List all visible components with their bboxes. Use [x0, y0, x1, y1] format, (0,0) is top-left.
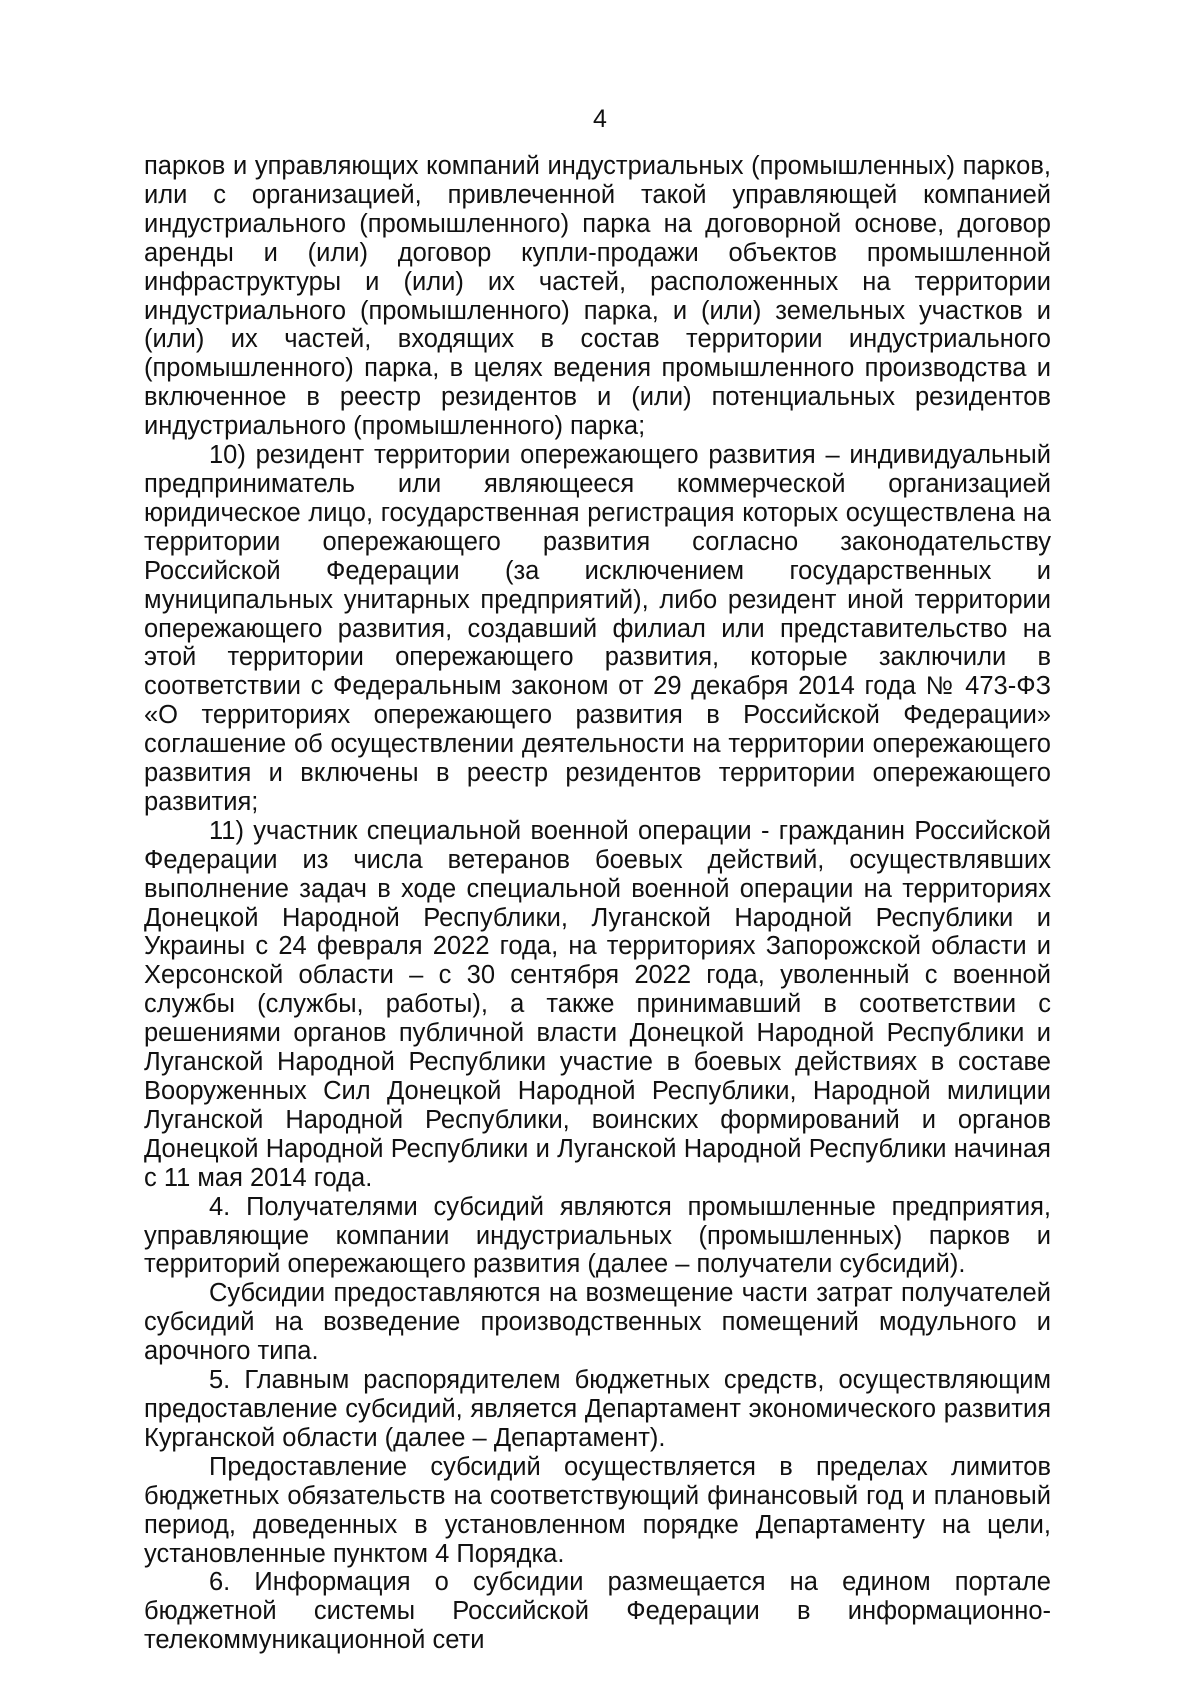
paragraph-continuation: парков и управляющих компаний индустриальных (промышленных) парков, или с организацией, привлеченной такой управляющей компанией индустриального (промышленного) парка на договорной основе, договор аренды и (или) договор купли-продажи объектов промышленной инфраструктуры и (или) их частей, расположенных на территории индустриального (промышленного) парка, и (или) земельных участков и (или) их частей, входящих в состав территории индустриального (промышленного) парка, в целях ведения промышленного производства и включенное в реестр резидентов и (или) потенциальных резидентов индустриального (промышленного) парка; [144, 152, 1051, 441]
paragraph-subsidies-limits: Предоставление субсидий осуществляется в пределах лимитов бюджетных обязательств на соответствующий финансовый год и плановый период, доведенных в установленном порядке Департаменту на цели, установленные пунктом 4 Порядка. [144, 1452, 1051, 1568]
paragraph-item-11: 11) участник специальной военной операции - гражданин Российской Федерации из числа ветеранов боевых действий, осуществлявших выполнение задач в ходе специальной военной операции на территориях Донецкой Народной Республики, Луганской Народной Республики и Украины с 24 февраля 2022 года, на территориях Запорожской области и Херсонской области – с 30 сентября 2022 года, уволенный с военной службы (службы, работы), а также принимавший в соответствии с решениями органов публичной власти Донецкой Народной Республики и Луганской Народной Республики участие в боевых действиях в составе Вооруженных Сил Донецкой Народной Республики, Народной милиции Луганской Народной Республики, воинских формирований и органов Донецкой Народной Республики и Луганской Народной Республики начиная с 11 мая 2014 года. [144, 816, 1051, 1192]
paragraph-section-6: 6. Информация о субсидии размещается на едином портале бюджетной системы Российской Федерации в информационно-телекоммуникационной сети [144, 1568, 1051, 1655]
paragraph-subsidies-purpose: Субсидии предоставляются на возмещение части затрат получателей субсидий на возведение производственных помещений модульного и арочного типа. [144, 1279, 1051, 1366]
page-number: 4 [593, 105, 607, 133]
paragraph-section-4: 4. Получателями субсидий являются промышленные предприятия, управляющие компании индустриальных (промышленных) парков и территорий опережающего развития (далее – получатели субсидий). [144, 1192, 1051, 1279]
paragraph-section-5: 5. Главным распорядителем бюджетных средств, осуществляющим предоставление субсидий, является Департамент экономического развития Курганской области (далее – Департамент). [144, 1366, 1051, 1452]
paragraph-item-10: 10) резидент территории опережающего развития – индивидуальный предприниматель или являющееся коммерческой организацией юридическое лицо, государственная регистрация которых осуществлена на территории опережающего развития согласно законодательству Российской Федерации (за исключением государственных и муниципальных унитарных предприятий), либо резидент иной территории опережающего развития, создавший филиал или представительство на этой территории опережающего развития, которые заключили в соответствии с Федеральным законом от 29 декабря 2014 года № 473-ФЗ «О территориях опережающего развития в Российской Федерации» соглашение об осуществлении деятельности на территории опережающего развития и включены в реестр резидентов территории опережающего развития; [144, 441, 1051, 816]
document-body [144, 152, 1051, 1655]
